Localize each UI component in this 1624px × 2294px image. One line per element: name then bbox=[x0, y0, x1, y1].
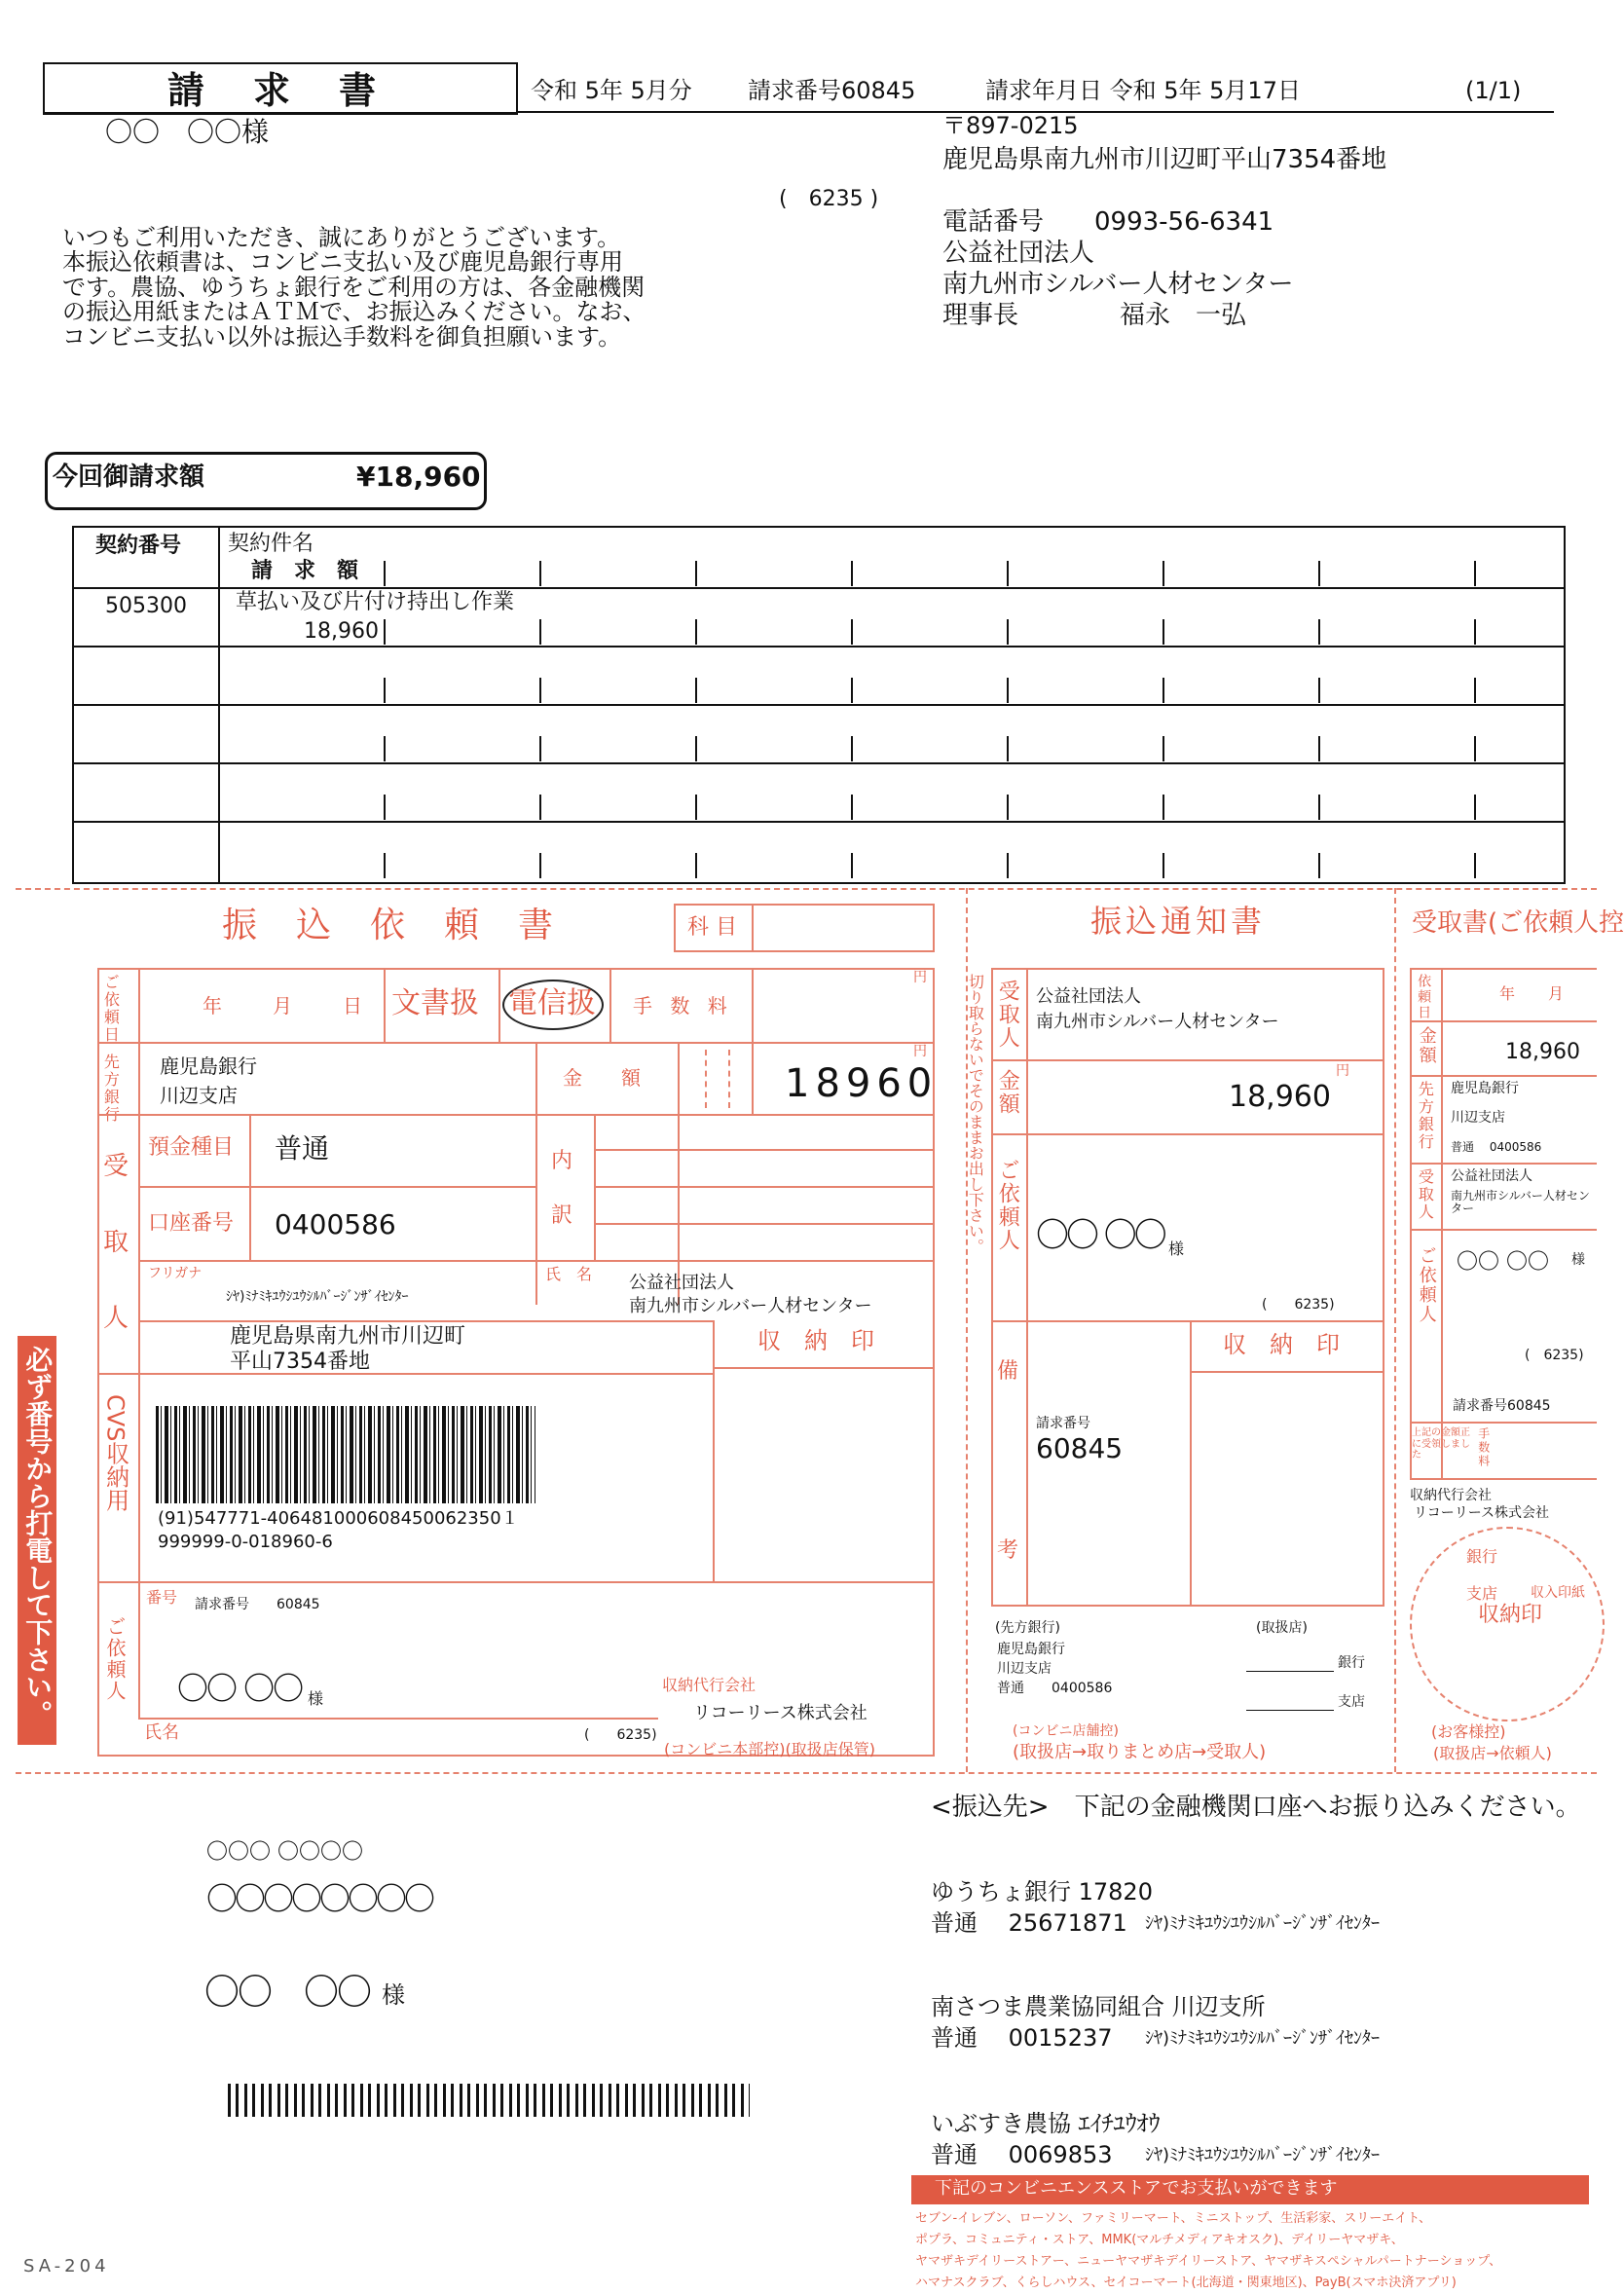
table-tick bbox=[1318, 678, 1320, 703]
yucho-account: 普通 25671871 bbox=[931, 1909, 1127, 1937]
requester-name-circles: 〇〇 〇〇 bbox=[177, 1670, 303, 1707]
notice-line bbox=[991, 1133, 1384, 1135]
notice-amount: 18,960 bbox=[1229, 1080, 1331, 1114]
amount-cell-dash bbox=[728, 1050, 730, 1108]
slip-line bbox=[594, 1149, 935, 1151]
receipt-requester-label: ご依頼人 bbox=[1416, 1246, 1437, 1324]
amount-cell-dash bbox=[705, 1050, 707, 1108]
table-row-line bbox=[72, 704, 1566, 706]
notice-code: ( 6235) bbox=[1262, 1297, 1335, 1313]
table-tick bbox=[695, 736, 697, 761]
table-tick bbox=[539, 678, 541, 703]
notice-sama: 様 bbox=[1168, 1240, 1185, 1258]
receipt-amount: 18,960 bbox=[1505, 1040, 1580, 1064]
day-label: 日 bbox=[343, 994, 362, 1018]
notice-ginko: 銀行 bbox=[1338, 1655, 1365, 1671]
page-indicator: (1/1) bbox=[1465, 77, 1522, 104]
table-tick bbox=[1318, 853, 1320, 878]
issuer-address: 鹿児島県南九州市川辺町平山7354番地 bbox=[942, 145, 1387, 174]
receipt-month: 月 bbox=[1548, 984, 1565, 1003]
receipt-line bbox=[1410, 1163, 1597, 1165]
notice-inv-label: 請求番号 bbox=[1036, 1416, 1090, 1431]
postal-barcode bbox=[228, 2084, 750, 2117]
stamp-box bbox=[713, 1320, 935, 1581]
ja1-bank: 南さつま農業協同組合 川辺支所 bbox=[931, 1993, 1266, 2020]
table-tick bbox=[1163, 678, 1164, 703]
table-tick bbox=[539, 736, 541, 761]
notice-stamp-box bbox=[1190, 1320, 1192, 1607]
table-tick bbox=[539, 795, 541, 820]
table-tick bbox=[695, 678, 697, 703]
notice-bi: 備 bbox=[997, 1359, 1019, 1384]
cvs-banner-text: 下記のコンビニエンスストアでお支払いができます bbox=[935, 2178, 1338, 2199]
notice-branch: 川辺支店 bbox=[997, 1661, 1052, 1677]
row-contract-no: 505300 bbox=[105, 594, 187, 618]
notice-flow: (取扱店→取りまとめ店→受取人) bbox=[1013, 1742, 1267, 1762]
notice-payee-name: 南九州市シルバー人材センター bbox=[1036, 1012, 1279, 1032]
cvs-list bbox=[915, 2208, 1501, 2294]
notice-acct: 普通 0400586 bbox=[997, 1681, 1113, 1696]
receipt-requester-name: 〇〇 〇〇 bbox=[1457, 1250, 1549, 1275]
receipt-amount-label: 金額 bbox=[1416, 1026, 1437, 1065]
slip-line bbox=[138, 1718, 658, 1720]
mail-recipient-name: 〇〇 〇〇 bbox=[204, 1973, 371, 2013]
address-line-2: 〇〇〇〇〇〇〇〇 bbox=[206, 1880, 433, 1917]
slip-top-perforation bbox=[16, 888, 1597, 890]
notice-payee-type: 公益社団法人 bbox=[1036, 986, 1141, 1007]
deposit-type: 普通 bbox=[275, 1132, 330, 1165]
table-tick bbox=[539, 619, 541, 645]
receipt-line bbox=[1410, 1020, 1597, 1022]
table-tick bbox=[851, 561, 853, 586]
slip-line bbox=[384, 968, 386, 1042]
payee-type: 公益社団法人 bbox=[629, 1273, 734, 1293]
table-tick bbox=[1007, 795, 1009, 820]
receipt-line bbox=[1441, 968, 1443, 1480]
bank-name: 鹿児島銀行 bbox=[160, 1054, 257, 1078]
amount-yen: 円 bbox=[913, 1044, 927, 1059]
receipt-agent-label: 収納代行会社 bbox=[1410, 1488, 1492, 1503]
table-tick bbox=[1474, 619, 1476, 645]
table-tick bbox=[695, 853, 697, 878]
message-line: 本振込依頼書は、コンビニ支払い及び鹿児島銀行専用 bbox=[62, 248, 623, 277]
bunsho-toggle[interactable]: 文書扱 bbox=[391, 986, 479, 1020]
slip-amount: 18960 bbox=[785, 1061, 939, 1106]
notice-line bbox=[991, 1059, 1384, 1061]
slip-line bbox=[498, 968, 500, 1042]
table-tick bbox=[1474, 853, 1476, 878]
ja1-holder: ｼﾔ)ﾐﾅﾐｷﾕｳｼﾕｳｼﾙﾊﾞｰｼﾞﾝｻﾞｲｾﾝﾀｰ bbox=[1145, 2028, 1381, 2049]
barcode-number-2: 999999-0-018960-6 bbox=[158, 1532, 333, 1552]
branch-blank-line bbox=[1246, 1710, 1334, 1711]
slip-line bbox=[97, 1042, 935, 1044]
message-line: の振込用紙またはＡＴＭで、お振込みください。なお、 bbox=[62, 298, 646, 326]
slip-line bbox=[594, 1186, 935, 1188]
total-amount: ¥18,960 bbox=[356, 461, 481, 493]
slip-line bbox=[678, 1042, 680, 1305]
shimei-label: 氏 名 bbox=[545, 1265, 593, 1283]
table-tick bbox=[384, 736, 386, 761]
slip-divider-2 bbox=[1394, 888, 1396, 1772]
total-label: 今回御請求額 bbox=[53, 462, 205, 492]
table-tick bbox=[851, 795, 853, 820]
issuer-tel: 電話番号 0993-56-6341 bbox=[942, 207, 1274, 237]
slip-line bbox=[752, 968, 754, 1114]
slip-line bbox=[594, 1223, 935, 1225]
ja2-bank: いぶすき農協 ｴｲﾁﾕｳｵｳ bbox=[931, 2110, 1161, 2137]
issuer-director: 理事長 福永 一弘 bbox=[942, 301, 1247, 330]
receipt-shiten: 支店 bbox=[1466, 1584, 1498, 1603]
tori-char: 取 bbox=[103, 1228, 129, 1257]
notice-line bbox=[1026, 968, 1028, 1607]
receipt-stamp-label: 収納印 bbox=[1478, 1603, 1543, 1627]
agent-label: 収納代行会社 bbox=[662, 1676, 757, 1694]
receipt-fee-label: 手数料 bbox=[1476, 1427, 1491, 1468]
transfer-heading: <振込先> 下記の金融機関口座へお振り込みください。 bbox=[931, 1793, 1581, 1822]
table-tick bbox=[695, 619, 697, 645]
agent-note: (コンビニ本部控)(取扱店保管) bbox=[664, 1740, 875, 1758]
issuer-org-type: 公益社団法人 bbox=[942, 239, 1095, 268]
receipt-copy: (お客様控) bbox=[1431, 1722, 1506, 1741]
fee-label: 手 数 料 bbox=[633, 994, 733, 1018]
receipt-bank-label: 先方銀行 bbox=[1416, 1081, 1435, 1151]
slip-line bbox=[138, 1186, 535, 1188]
table-tick bbox=[1007, 678, 1009, 703]
slip-line bbox=[97, 1373, 713, 1375]
receipt-payee-type: 公益社団法人 bbox=[1451, 1168, 1532, 1184]
notice-ko: 考 bbox=[997, 1538, 1019, 1563]
slip-line bbox=[535, 1042, 537, 1305]
row-amount: 18,960 bbox=[304, 619, 379, 644]
notice-frame bbox=[991, 968, 1384, 1607]
issuer-zip: 〒897-0215 bbox=[942, 112, 1079, 139]
invoice-number: 請求番号60845 bbox=[748, 77, 916, 104]
notice-inv-number: 60845 bbox=[1036, 1432, 1124, 1464]
requester-sama: 様 bbox=[308, 1689, 324, 1708]
table-tick bbox=[695, 561, 697, 586]
table-tick bbox=[1318, 736, 1320, 761]
slip-line bbox=[138, 1260, 935, 1262]
table-tick bbox=[1007, 561, 1009, 586]
receipt-branch: 川辺支店 bbox=[1451, 1110, 1505, 1126]
account-number: 0400586 bbox=[275, 1208, 396, 1240]
barcode-number-1: (91)547771-406481000608450062350１ bbox=[158, 1508, 519, 1529]
slip-title: 振 込 依 頼 書 bbox=[222, 906, 556, 945]
receipt-shunyu: 収入印紙 bbox=[1531, 1585, 1585, 1601]
notice-yen: 円 bbox=[1336, 1063, 1349, 1079]
notice-payee-label: 受取人 bbox=[995, 980, 1020, 1050]
denshin-toggle[interactable]: 電信扱 bbox=[508, 986, 596, 1020]
table-tick bbox=[1163, 561, 1164, 586]
table-tick bbox=[539, 561, 541, 586]
receipt-date-label: 依頼日 bbox=[1416, 974, 1432, 1020]
table-tick bbox=[1007, 619, 1009, 645]
notice-bank-head: (先方銀行) bbox=[995, 1620, 1060, 1636]
naiyaku-char-1: 内 bbox=[551, 1149, 573, 1173]
table-tick bbox=[1007, 853, 1009, 878]
payee-name: 南九州市シルバー人材センター bbox=[629, 1296, 872, 1316]
notice-title: 振込通知書 bbox=[1090, 903, 1267, 940]
issue-date: 請求年月日 令和 5年 5月17日 bbox=[985, 77, 1301, 104]
table-row-line bbox=[72, 587, 1566, 589]
cut-note: 切り取らないでそのままお出し下さい。 bbox=[966, 974, 985, 1254]
cvs-barcode bbox=[156, 1406, 535, 1503]
receipt-title: 受取書(ご依頼人控 bbox=[1412, 908, 1624, 938]
cvs-label: CVS収納用 bbox=[101, 1394, 129, 1512]
address-line-1: 〇〇〇 〇〇〇〇 bbox=[206, 1840, 363, 1865]
message-line: いつもご利用いただき、誠にありがとうございます。 bbox=[62, 224, 621, 251]
table-tick bbox=[384, 619, 386, 645]
table-tick bbox=[695, 795, 697, 820]
mail-recipient-sama: 様 bbox=[382, 1981, 405, 2009]
table-tick bbox=[1474, 561, 1476, 586]
subject-label: 科 目 bbox=[687, 915, 737, 940]
cvs-list-line: ヤマザキデイリーストアー、ニューヤマザキデイリーストア、ヤマザキスペシャルパートナーショップ、 bbox=[915, 2254, 1502, 2270]
date-label: ご依頼日 bbox=[101, 974, 121, 1044]
uke-char: 受 bbox=[103, 1152, 129, 1181]
receipt-code: ( 6235) bbox=[1525, 1348, 1584, 1363]
ja1-account: 普通 0015237 bbox=[931, 2024, 1113, 2052]
notice-amount-label: 金額 bbox=[995, 1069, 1020, 1116]
number-label: 番号 bbox=[146, 1588, 178, 1607]
cvs-list-line: セブン-イレブン、ローソン、ファミリーマート、ミニストップ、生活彩家、スリーエイト、 bbox=[915, 2211, 1432, 2226]
table-tick bbox=[1163, 795, 1164, 820]
table-tick bbox=[1474, 678, 1476, 703]
receipt-sama: 様 bbox=[1571, 1252, 1585, 1268]
bank-blank-line bbox=[1246, 1671, 1334, 1672]
branch-name: 川辺支店 bbox=[160, 1084, 238, 1107]
table-tick bbox=[851, 736, 853, 761]
receipt-flow: (取扱店→依頼人) bbox=[1433, 1744, 1552, 1762]
message bbox=[62, 226, 646, 350]
notice-shiten: 支店 bbox=[1338, 1694, 1365, 1710]
receipt-payee-name: 南九州市シルバー人材センター bbox=[1451, 1189, 1590, 1216]
table-tick bbox=[384, 561, 386, 586]
table-tick bbox=[851, 619, 853, 645]
receipt-stamp-label: 収 納 印 bbox=[757, 1327, 874, 1354]
table-tick bbox=[1318, 561, 1320, 586]
slip-line bbox=[713, 1367, 935, 1369]
table-row-line bbox=[72, 821, 1566, 823]
receipt-line bbox=[1410, 1229, 1597, 1231]
slip-bottom-perforation bbox=[16, 1772, 1597, 1774]
ja2-account: 普通 0069853 bbox=[931, 2141, 1113, 2168]
notice-line bbox=[991, 1320, 1384, 1322]
table-tick bbox=[539, 853, 541, 878]
furigana-label: フリガナ bbox=[148, 1266, 203, 1281]
yucho-holder: ｼﾔ)ﾐﾅﾐｷﾕｳｼﾕｳｼﾙﾊﾞｰｼﾞﾝｻﾞｲｾﾝﾀｰ bbox=[1145, 1913, 1381, 1934]
slip-line bbox=[138, 968, 140, 1718]
table-row-line bbox=[72, 762, 1566, 764]
receipt-payee-label: 受取人 bbox=[1416, 1168, 1435, 1221]
receipt-bank: 鹿児島銀行 bbox=[1451, 1081, 1519, 1096]
notice-requester-label: ご依頼人 bbox=[995, 1159, 1020, 1252]
receipt-agent: リコーリース株式会社 bbox=[1414, 1505, 1550, 1521]
ja2-holder: ｼﾔ)ﾐﾅﾐｷﾕｳｼﾕｳｼﾙﾊﾞｰｼﾞﾝｻﾞｲｾﾝﾀｰ bbox=[1145, 2145, 1381, 2165]
table-tick bbox=[851, 678, 853, 703]
receipt-acct: 普通 0400586 bbox=[1451, 1140, 1542, 1154]
notice-line bbox=[1190, 1371, 1384, 1373]
payee-address-2: 平山7354番地 bbox=[230, 1350, 370, 1374]
col-contract-no: 契約番号 bbox=[95, 534, 182, 558]
notice-requester-name: 〇〇 〇〇 bbox=[1036, 1216, 1164, 1255]
message-line: コンビニ支払い以外は振込手数料を御負担願います。 bbox=[62, 322, 622, 351]
receipt-year: 年 bbox=[1499, 984, 1516, 1003]
name-label: 氏名 bbox=[144, 1722, 179, 1743]
cvs-list-line: ポプラ、コミュニティ・ストア、MMK(マルチメディアキオスク)、デイリーヤマザキ、 bbox=[915, 2233, 1404, 2248]
notice-stamp-label: 収 納 印 bbox=[1223, 1331, 1340, 1358]
receipt-note: 上記の金額正に受領しました bbox=[1412, 1427, 1470, 1461]
col-amount: 請 求 額 bbox=[251, 559, 359, 583]
amount-label: 金 額 bbox=[563, 1066, 641, 1090]
slip-line bbox=[97, 1114, 935, 1116]
table-tick bbox=[851, 853, 853, 878]
request-number: 請求番号 60845 bbox=[195, 1597, 320, 1612]
issuer-org-name: 南九州市シルバー人材センター bbox=[942, 270, 1294, 299]
table-tick bbox=[384, 795, 386, 820]
notice-handler-head: (取扱店) bbox=[1256, 1620, 1308, 1636]
payee-address-1: 鹿児島県南九州市川辺町 bbox=[230, 1324, 466, 1349]
yucho-bank: ゆうちょ銀行 17820 bbox=[931, 1878, 1153, 1906]
side-tag-text: 必ず番号から打電して下さい。 bbox=[21, 1346, 55, 1727]
notice-bank: 鹿児島銀行 bbox=[997, 1642, 1065, 1657]
table-tick bbox=[1163, 736, 1164, 761]
billing-period: 令和 5年 5月分 bbox=[531, 77, 692, 104]
table-tick bbox=[1474, 795, 1476, 820]
furigana-value: ｼﾔ)ﾐﾅﾐｷﾕｳｼﾕｳｼﾙﾊﾞｰｼﾞﾝｻﾞｲｾﾝﾀｰ bbox=[226, 1289, 409, 1305]
message-line: です。農協、ゆうちょ銀行をご利用の方は、各金融機関 bbox=[62, 273, 646, 301]
col-contract-name: 契約件名 bbox=[228, 532, 314, 556]
recipient-code: ( 6235 ) bbox=[779, 187, 879, 211]
account-label: 口座番号 bbox=[148, 1211, 235, 1236]
month-label: 月 bbox=[273, 994, 292, 1018]
agent-name: リコーリース株式会社 bbox=[693, 1703, 867, 1723]
table-tick bbox=[384, 853, 386, 878]
table-tick bbox=[1474, 736, 1476, 761]
table-row-line bbox=[72, 646, 1566, 648]
table-tick bbox=[1007, 736, 1009, 761]
requester-label: ご依頼人 bbox=[103, 1616, 127, 1702]
notice-cvs-copy: (コンビニ店舗控) bbox=[1013, 1723, 1119, 1739]
receipt-ginko: 銀行 bbox=[1466, 1547, 1498, 1566]
receipt-line bbox=[1410, 1422, 1597, 1424]
nin-char: 人 bbox=[103, 1304, 129, 1333]
row-contract-name: 草払い及び片付け持出し作業 bbox=[236, 590, 515, 614]
table-tick bbox=[1318, 619, 1320, 645]
slip-line bbox=[138, 1320, 713, 1322]
table-tick bbox=[384, 678, 386, 703]
page-title: 請 求 書 bbox=[167, 69, 383, 112]
bank-label: 先方銀行 bbox=[101, 1054, 121, 1124]
table-tick bbox=[1163, 619, 1164, 645]
table-tick bbox=[1163, 853, 1164, 878]
naiyaku-char-2: 訳 bbox=[551, 1203, 573, 1228]
slip-line bbox=[97, 1581, 935, 1583]
recipient-name: 〇〇 〇〇様 bbox=[105, 116, 270, 148]
form-code: SA-204 bbox=[23, 2256, 110, 2276]
requester-code: ( 6235) bbox=[584, 1727, 657, 1743]
deposit-label: 預金種目 bbox=[148, 1135, 235, 1160]
receipt-line bbox=[1410, 1075, 1597, 1077]
table-tick bbox=[1318, 795, 1320, 820]
fee-yen: 円 bbox=[913, 970, 927, 985]
subject-divider bbox=[752, 904, 754, 952]
year-label: 年 bbox=[203, 994, 222, 1018]
slip-line bbox=[609, 968, 611, 1042]
cvs-list-line: ハマナスクラブ、くらしハウス、セイコーマート(北海道・関東地区)、PayB(スマホ決済アプリ) bbox=[915, 2276, 1457, 2291]
receipt-inv: 請求番号60845 bbox=[1453, 1398, 1551, 1414]
